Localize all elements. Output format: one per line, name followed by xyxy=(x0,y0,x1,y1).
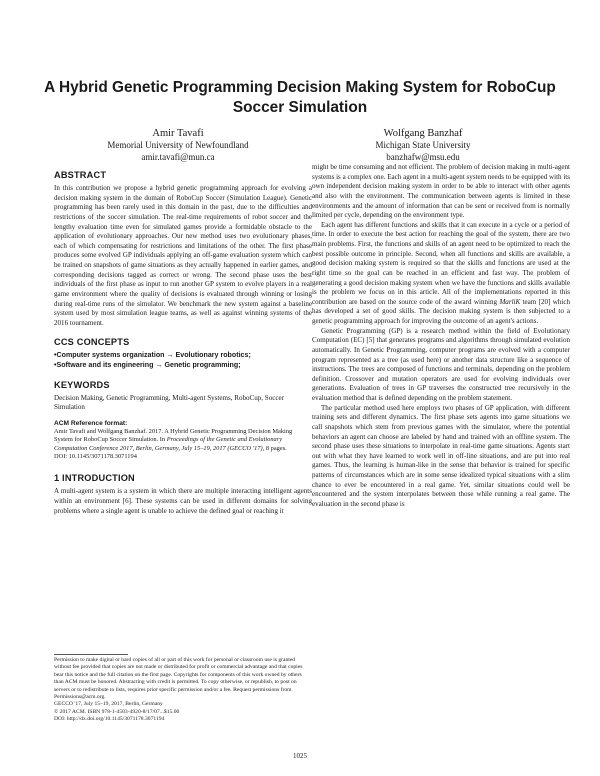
author-affiliation: Memorial University of Newfoundland xyxy=(107,140,249,150)
paper-title: A Hybrid Genetic Programming Decision Making System for RoboCup Soccer Simulation xyxy=(44,79,556,116)
ccs-list xyxy=(54,351,312,370)
footnote xyxy=(54,657,312,724)
acm-ref-doi: DOI: 10.1145/3071178.3071194 xyxy=(54,453,137,461)
intro-paragraph: A multi-agent system is a system in which there are multiple interacting intelligent agents within an environment [6]. These systems can be used in different domains for solving problems where a single agent is unable to achieve the defined goal or reaching it xyxy=(54,487,312,515)
body-paragraph xyxy=(312,221,570,327)
abstract-heading: ABSTRACT xyxy=(54,170,107,180)
footnote-line: DOI: http://dx.doi.org/10.1145/3071178.3071194 xyxy=(54,716,165,723)
author-name: Wolfgang Banzhaf xyxy=(383,128,463,139)
body-text: Each agent has different functions and skills that it can execute in a cycle or a period of time. In order to execute the best action for reaching the goal of the system, there are two main problems. First, the functions and skills of an agent need to be optimized to reach the best possible outcome in principle. Second, when all functions and skills are available, a good decision making system is required so that the skills and functions are used at the right time so the goal can be reached in an efficient and fast way. The problem of generating a good decision making system when we have the functions and skills available is the problem we focus on in this article. All of the implementations reported in this contribution are based on the source code of the award winning xyxy=(312,220,570,306)
footnote-line: © 2017 ACM. ISBN 978-1-4503-4920-8/17/07...$15.00 xyxy=(54,708,180,715)
left-column xyxy=(54,170,312,516)
author-email: banzhafw@msu.edu xyxy=(386,151,460,162)
team-name: MarliK xyxy=(499,297,521,306)
footnote-line: GECCO '17, July 15–19, 2017, Berlin, Germany xyxy=(54,701,163,708)
ccs-heading: CCS CONCEPTS xyxy=(54,337,130,348)
page-number: 1025 xyxy=(293,752,307,760)
intro-heading: 1 INTRODUCTION xyxy=(54,473,135,484)
author-affiliation: Michigan State University xyxy=(375,140,471,150)
author-name: Amir Tavafi xyxy=(152,128,204,139)
right-column xyxy=(312,163,570,510)
ccs-item: •Software and its engineering → Genetic programming; xyxy=(54,360,241,369)
acm-ref-line2: 8 pages. xyxy=(265,444,287,452)
body-paragraph: The particular method used here employs two phases of GP application, with different training sets and different dynamics. The first phase sets agents into game situations we call snapshots which stem from previous games with the simulator, where the potential behaviors an agent can choose are labeled by hand and trained with an offline system. The second phase uses these situations to interpolate in real-time game situations. Agents start out with what they have learned to work well in off-line situations, and are put into real games. Thus, the learning is human-like in the sense that behavior is trained for specific patterns of circumstances which are in some sense idealized typical situations with a slim chance to ever be encountered in a real game. Yet, similar situations could well be encountered and the system interpolates between those while running a real game. The evaluation in the second phase is xyxy=(312,403,570,508)
footnote-permission: Permission to make digital or hard copies of all or part of this work for personal or classroom use is granted without fee provided that copies are not made or distributed for profit or commercial advantage and that copies bear this notice and the full citation on the first page. Copyrights for components of this work owned by others than ACM must be honored. Abstracting with credit is permitted. To copy otherwise, or republish, to post on servers or to redistribute to lists, requires prior specific permission and/or a fee. Request permissions from Permissions@acm.org. xyxy=(54,657,303,701)
footnote-rule xyxy=(54,654,128,655)
author-block-2 xyxy=(323,127,523,163)
body-paragraph: might be time consuming and not efficient. The problem of decision making in multi-agent systems is a complex one. Each agent in a multi-agent system needs to be equipped with its own independent decision making system in order to be able to interact with other agents and also with the environment. The communication between agents is limited in these environments and the amount of information that can be sent or received from is normally limited per cycle, depending on the environment type. xyxy=(312,163,570,220)
acm-ref-heading: ACM Reference format: xyxy=(54,419,128,427)
keywords-text: Decision Making, Genetic Programming, Multi-agent Systems, RoboCup, Soccer Simulation xyxy=(54,393,284,412)
abstract-text: In this contribution we propose a hybrid genetic programming approach for evolving a decision making system in the domain of RoboCup Soccer (Simulation League). Genetic programming has been rarely used in this domain in the past, due to the difficulties and restrictions of the soccer simulation. The real-time requirements of robot soccer and the lengthy evaluation time even for simulated games provide a formidable obstacle to the application of evolutionary approaches. Our new method uses two evolutionary phases, each of which compensating for restrictions and limitations of the other. The first phase produces some evolved GP individuals applying an off-game evaluation system which can be trained on snapshots of game situations as they actually happened in earlier games, and corresponding decisions tagged as correct or wrong. The second phase uses the best individuals of the first phase as input to run another GP system to evolve players in a real game environment where the quality of decisions is evaluated through winning or losing during real-time runs of the simulator. We benchmark the new system against a baseline system used by most simulation league teams, as well as against winning systems of the 2016 tournament. xyxy=(54,184,312,327)
keywords-heading: KEYWORDS xyxy=(54,379,110,390)
author-email: amir.tavafi@mun.ca xyxy=(141,151,215,162)
body-text: team [20] which has developed a set of good skills. The decision making system is then subjected to a genetic programming approach for improving the outcome of an agent's actions. xyxy=(312,297,571,325)
acm-ref-venue: Proceedings of the Genetic and Evolutionary Computation Conference 2017, Berlin, Germany, July 15–19, 2017 (GECCO '17), xyxy=(54,436,283,452)
body-paragraph: Genetic Programming (GP) is a research method within the field of Evolutionary Computation (EC) [5] that generates programs and algorithms through simulated evolution automatically. In Genetic Programming, computer programs are evolved with a computer program represented as a tree (as used here) or another data structure like a sequence of instructions. The trees are composed of functions and terminals, depending on the problem definition. Crossover and mutation operators are used for evolving individuals over generations. Evaluation of trees in GP traverses the constructed tree recursively in the evaluation method that is defined depending on the problem statement. xyxy=(312,326,570,402)
acm-ref-line1: Amir Tavafi and Wolfgang Banzhaf. 2017. A Hybrid Genetic Programming Decision Making System for RoboCup Soccer Simulation. In xyxy=(54,427,293,444)
ccs-item: •Computer systems organization → Evolutionary robotics; xyxy=(54,351,251,360)
acm-ref-text xyxy=(54,428,312,462)
author-block-1 xyxy=(78,127,278,163)
